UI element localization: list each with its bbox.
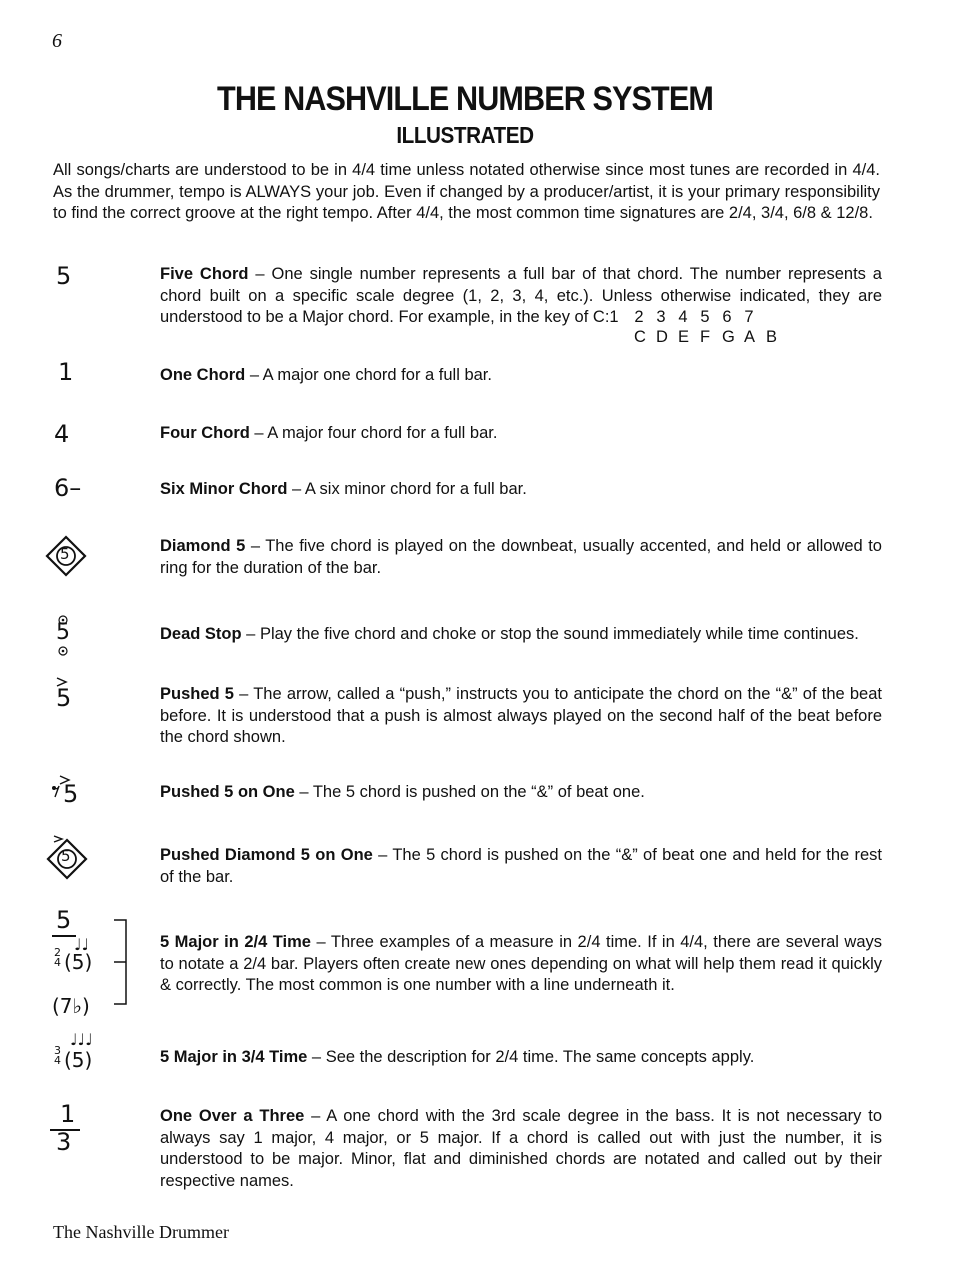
scale-letter: G: [722, 328, 735, 346]
entry-term: Pushed Diamond 5 on One: [160, 846, 373, 864]
diamond-5-symbol: 5: [60, 545, 70, 563]
scale-number: 5: [700, 308, 710, 326]
slash-chord-top: 1: [60, 1100, 76, 1128]
two-four-flat-seven-symbol: (7♭): [52, 994, 90, 1018]
entry-one-over-three: [160, 1106, 882, 1192]
quarter-notes-icon: ♩♩: [74, 935, 90, 954]
entry-four-chord: [160, 423, 882, 445]
entry-desc: – The 5 chord is pushed on the “&” of beat one.: [294, 783, 645, 801]
page-subtitle: ILLUSTRATED: [396, 122, 534, 148]
entry-term: One Over a Three: [160, 1107, 305, 1125]
pushed-diamond-5-symbol: 5: [61, 847, 71, 865]
entry-desc: – The 5 chord is pushed on the “&” of beat one and held for the rest of the bar.: [160, 846, 882, 886]
entry-term: One Chord: [160, 366, 246, 384]
entry-term: Diamond 5: [160, 537, 246, 555]
two-four-underline: [52, 935, 76, 937]
entry-six-minor-chord: [160, 479, 882, 501]
pushed-5-on-one-symbol: 5: [63, 780, 79, 808]
scale-number: 3: [656, 308, 666, 326]
entry-term: Six Minor Chord: [160, 480, 288, 498]
dead-stop-symbol: 5: [56, 620, 70, 645]
entry-term: Dead Stop: [160, 625, 242, 643]
entry-term: Pushed 5: [160, 685, 234, 703]
two-four-number-symbol: 5: [56, 906, 72, 934]
scale-letter: B: [766, 328, 778, 346]
scale-letters-row: [634, 328, 788, 347]
entry-pushed-diamond-5-on-one: [160, 845, 882, 888]
entry-term: 5 Major in 2/4 Time: [160, 933, 311, 951]
scale-letter: D: [656, 328, 668, 346]
entry-term: Four Chord: [160, 424, 250, 442]
entry-term: 5 Major in 3/4 Time: [160, 1048, 308, 1066]
entry-term: Pushed 5 on One: [160, 783, 295, 801]
scale-number: 7: [744, 308, 754, 326]
entry-pushed-5-on-one: [160, 782, 882, 804]
scale-letter: F: [700, 328, 711, 346]
page-title: THE NASHVILLE NUMBER SYSTEM: [217, 80, 713, 118]
time-sig-3-4: 3 4: [54, 1044, 61, 1067]
entry-5-major-3-4: [160, 1047, 882, 1069]
scale-letter: C: [634, 328, 646, 346]
two-four-paren-symbol: (5): [64, 950, 93, 974]
scale-letter: E: [678, 328, 690, 346]
scale-number: 4: [678, 308, 688, 326]
entry-desc: – A major one chord for a full bar.: [245, 366, 492, 384]
entry-desc: – The arrow, called a “push,” instructs you to anticipate the chord on the “&” of the beat before. It is understood that a push is almost always played on the second half of the beat before the chord shown.: [160, 685, 882, 746]
five-chord-symbol: 5: [56, 262, 72, 290]
pushed-5-symbol: 5: [56, 684, 72, 712]
entry-desc: – Three examples of a measure in 2/4 time. If in 4/4, there are several ways to notate a 2/4 bar. Players often create new ones depending on what will help them read it quickly & correctly. The most common is one number with a line underneath it.: [160, 933, 882, 994]
entry-desc: – A six minor chord for a full bar.: [287, 480, 527, 498]
scale-letter: A: [744, 328, 756, 346]
page-number: 6: [52, 30, 62, 52]
entry-desc: – The five chord is played on the downbeat, usually accented, and held or allowed to ring for the duration of the bar.: [160, 537, 882, 577]
scale-number: 1: [609, 308, 619, 326]
six-minor-symbol: 6–: [54, 474, 82, 502]
entry-five-chord: [160, 264, 882, 329]
slash-chord-bottom: 3: [56, 1128, 72, 1156]
entry-diamond-5: [160, 536, 882, 579]
entry-desc: – Play the five chord and choke or stop the sound immediately while time continues.: [241, 625, 859, 643]
entry-pushed-5: [160, 684, 882, 749]
entry-one-chord: [160, 365, 882, 387]
three-four-paren-symbol: (5): [64, 1048, 93, 1072]
three-quarter-notes-icon: ♩♩♩: [70, 1030, 93, 1049]
entry-term: Five Chord: [160, 265, 249, 283]
entry-dead-stop: [160, 624, 900, 646]
four-chord-symbol: 4: [54, 420, 70, 448]
scale-numbers-row: [609, 308, 766, 326]
entry-desc: – A one chord with the 3rd scale degree in the bass. It is not necessary to always say 1 major, 4 major, or 5 major. If a chord is called out with just the number, it is understood to be major. Minor, flat and diminished chords are notated and called out by their respective names.: [160, 1107, 882, 1190]
scale-number: 6: [722, 308, 732, 326]
one-chord-symbol: 1: [58, 358, 74, 386]
entry-desc: – See the description for 2/4 time. The same concepts apply.: [307, 1048, 755, 1066]
group-bracket-icon: [110, 918, 132, 1006]
scale-number: 2: [634, 308, 644, 326]
footer-book-title: The Nashville Drummer: [53, 1222, 229, 1242]
entry-5-major-2-4: [160, 932, 882, 997]
entry-desc: – One single number represents a full bar of that chord. The number represents a chord built on a specific scale degree (1, 2, 3, 4, etc.). Unless otherwise indicated, they are understood to be a Major chord. For example, in the key of C:: [160, 265, 882, 326]
time-sig-2-4: 2 4: [54, 946, 61, 969]
entry-desc: – A major four chord for a full bar.: [249, 424, 498, 442]
intro-paragraph: All songs/charts are understood to be in 4/4 time unless notated otherwise since most tunes are recorded in 4/4. As the drummer, tempo is ALWAYS your job. Even if changed by a producer/artist, it is your primary responsibility to find the correct groove at the right tempo. After 4/4, the most common time signatures are 2/4, 3/4, 6/8 & 12/8.: [53, 161, 880, 222]
